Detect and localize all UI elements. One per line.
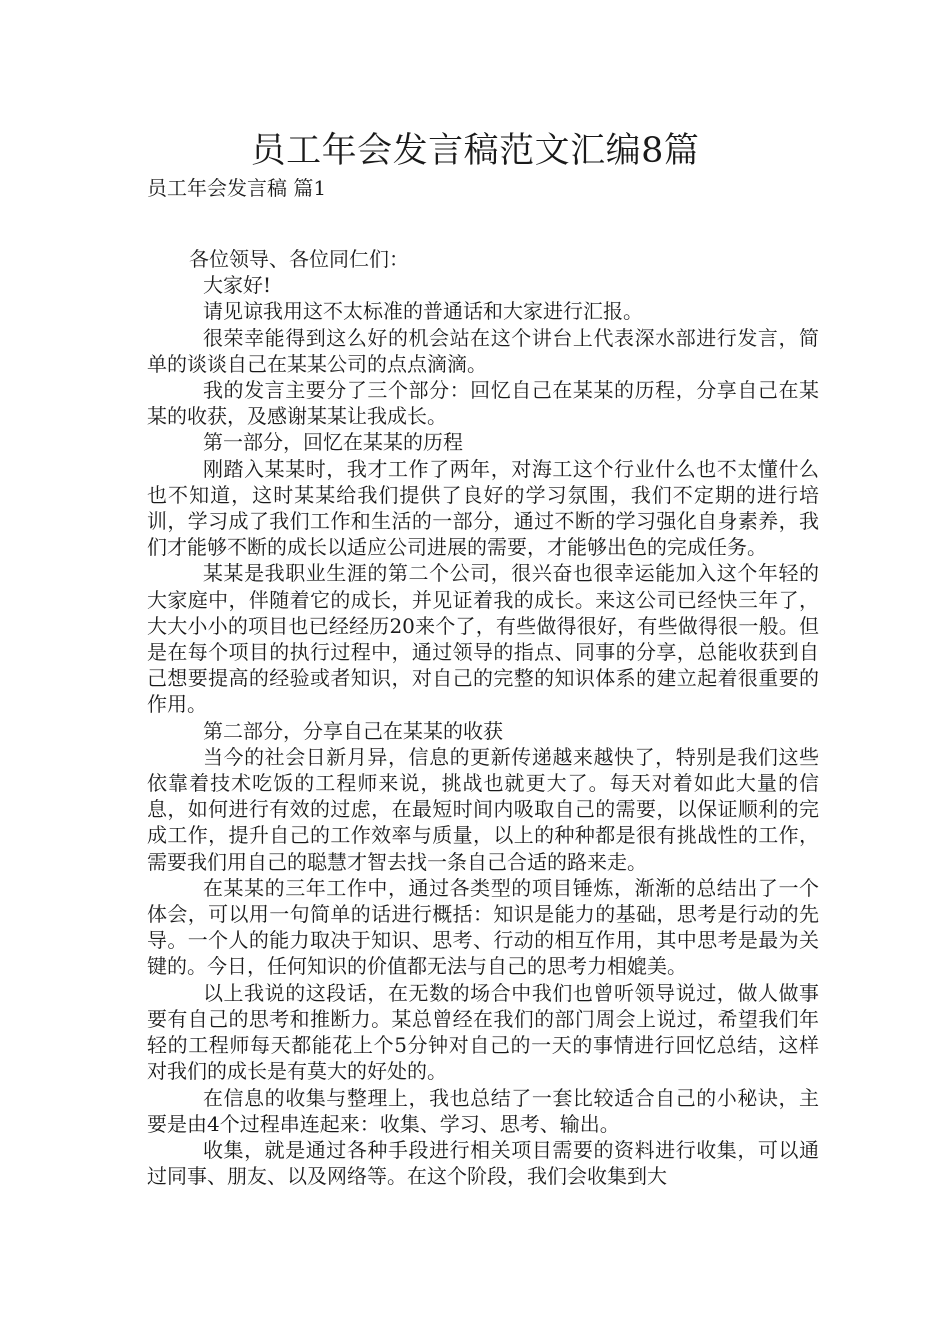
part-heading: 第二部分，分享自己在某某的收获 [203, 718, 503, 743]
paragraph: 收集，就是通过各种手段进行相关项目需要的资料进行收集，可以通过同事、朋友、以及网络等。在这个阶段，我们会收集到大 [147, 1137, 819, 1189]
document-title: 员工年会发言稿范文汇编8篇 [250, 131, 700, 171]
paragraph: 请见谅我用这不太标准的普通话和大家进行汇报。 [203, 299, 643, 324]
paragraph: 我的发言主要分了三个部分：回忆自己在某某的历程，分享自己在某某的收获，及感谢某某让我成长。 [147, 378, 819, 429]
paragraph: 某某是我职业生涯的第二个公司，很兴奋也很幸运能加入这个年轻的大家庭中，伴随着它的成长，并见证着我的成长。来这公司已经快三年了，大大小小的项目也已经经历20来个了，有些做得很好，有些做得很一般。但是在每个项目的执行过程中，通过领导的指点、同事的分享，总能收获到自己想要提高的经验或者知识，对自己的完整的知识体系的建立起着很重要的作用。 [147, 561, 819, 717]
section-heading: 员工年会发言稿 篇1 [147, 176, 327, 200]
part-heading: 第一部分，回忆在某某的历程 [203, 430, 463, 455]
paragraph: 在某某的三年工作中，通过各类型的项目锤炼，渐渐的总结出了一个体会，可以用一句简单的话进行概括：知识是能力的基础，思考是行动的先导。一个人的能力取决于知识、思考、行动的相互作用，其中思考是最为关键的。今日，任何知识的价值都无法与自己的思考力相媲美。 [147, 875, 819, 979]
paragraph: 很荣幸能得到这么好的机会站在这个讲台上代表深水部进行发言，简单的谈谈自己在某某公司的点点滴滴。 [147, 325, 819, 376]
paragraph: 以上我说的这段话，在无数的场合中我们也曾听领导说过，做人做事要有自己的思考和推断力。某总曾经在我们的部门周会上说过，希望我们年轻的工程师每天都能花上个5分钟对自己的一天的事情进行回忆总结，这样对我们的成长是有莫大的好处的。 [147, 980, 819, 1084]
paragraph-salutation: 各位领导、各位同仁们： [189, 247, 409, 271]
document-body [147, 246, 819, 1189]
paragraph-greeting: 大家好! [203, 273, 272, 298]
paragraph: 在信息的收集与整理上，我也总结了一套比较适合自己的小秘诀，主要是由4个过程串连起来：收集、学习、思考、输出。 [147, 1085, 819, 1136]
paragraph: 当今的社会日新月异，信息的更新传递越来越快了，特别是我们这些依靠着技术吃饭的工程师来说，挑战也就更大了。每天对着如此大量的信息，如何进行有效的过虑，在最短时间内吸取自己的需要，以保证顺利的完成工作，提升自己的工作效率与质量，以上的种种都是很有挑战性的工作，需要我们用自己的聪慧才智去找一条自己合适的路来走。 [147, 744, 819, 874]
paragraph: 刚踏入某某时，我才工作了两年，对海工这个行业什么也不太懂什么也不知道，这时某某给我们提供了良好的学习氛围，我们不定期的进行培训，学习成了我们工作和生活的一部分，通过不断的学习强化自身素养，我们才能够不断的成长以适应公司进展的需要，才能够出色的完成任务。 [147, 456, 819, 560]
